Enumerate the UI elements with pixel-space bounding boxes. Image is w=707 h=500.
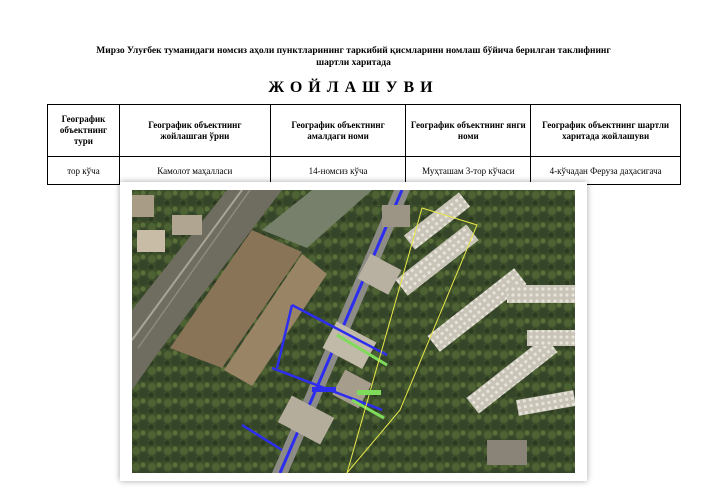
apartment-block: [507, 285, 575, 303]
table-header-cell: Географик объектнинг тури: [48, 105, 120, 157]
table-header-row: [48, 105, 681, 157]
table-row: [48, 157, 681, 185]
apartment-block: [527, 330, 575, 346]
table-cell: 14-номсиз кўча: [270, 157, 406, 185]
table-header-cell: Географик объектнинг жойлашган ўрни: [119, 105, 270, 157]
map-frame: [120, 182, 587, 481]
info-table: [47, 104, 681, 185]
street-label-marker: [312, 387, 336, 392]
table-header-cell: Географик объектнинг янги номи: [406, 105, 531, 157]
table-cell: Муҳташам 3-тор кўчаси: [406, 157, 531, 185]
building: [132, 195, 154, 217]
building: [382, 205, 410, 227]
table-header-cell: Географик объектнинг амалдаги номи: [270, 105, 406, 157]
table-cell: Камолот маҳалласи: [119, 157, 270, 185]
building: [487, 440, 527, 465]
table-cell: 4-кўчадан Феруза даҳасигача: [531, 157, 681, 185]
building: [137, 230, 165, 252]
satellite-map: [132, 190, 575, 473]
table-header-cell: Географик объектнинг шартли харитада жойлашуви: [531, 105, 681, 157]
table-cell: тор кўча: [48, 157, 120, 185]
building: [172, 215, 202, 235]
document-title-line-1: Мирзо Улуғбек туманидаги номсиз аҳоли пунктларининг таркибий қисмларини номлаш бўйича берилган таклифнинг: [96, 46, 611, 56]
document-title-line-2: шартли харитада: [316, 58, 391, 68]
document-title: [60, 45, 647, 69]
street-label-marker: [357, 390, 381, 395]
section-title: ЖОЙЛАШУВИ: [268, 79, 439, 96]
